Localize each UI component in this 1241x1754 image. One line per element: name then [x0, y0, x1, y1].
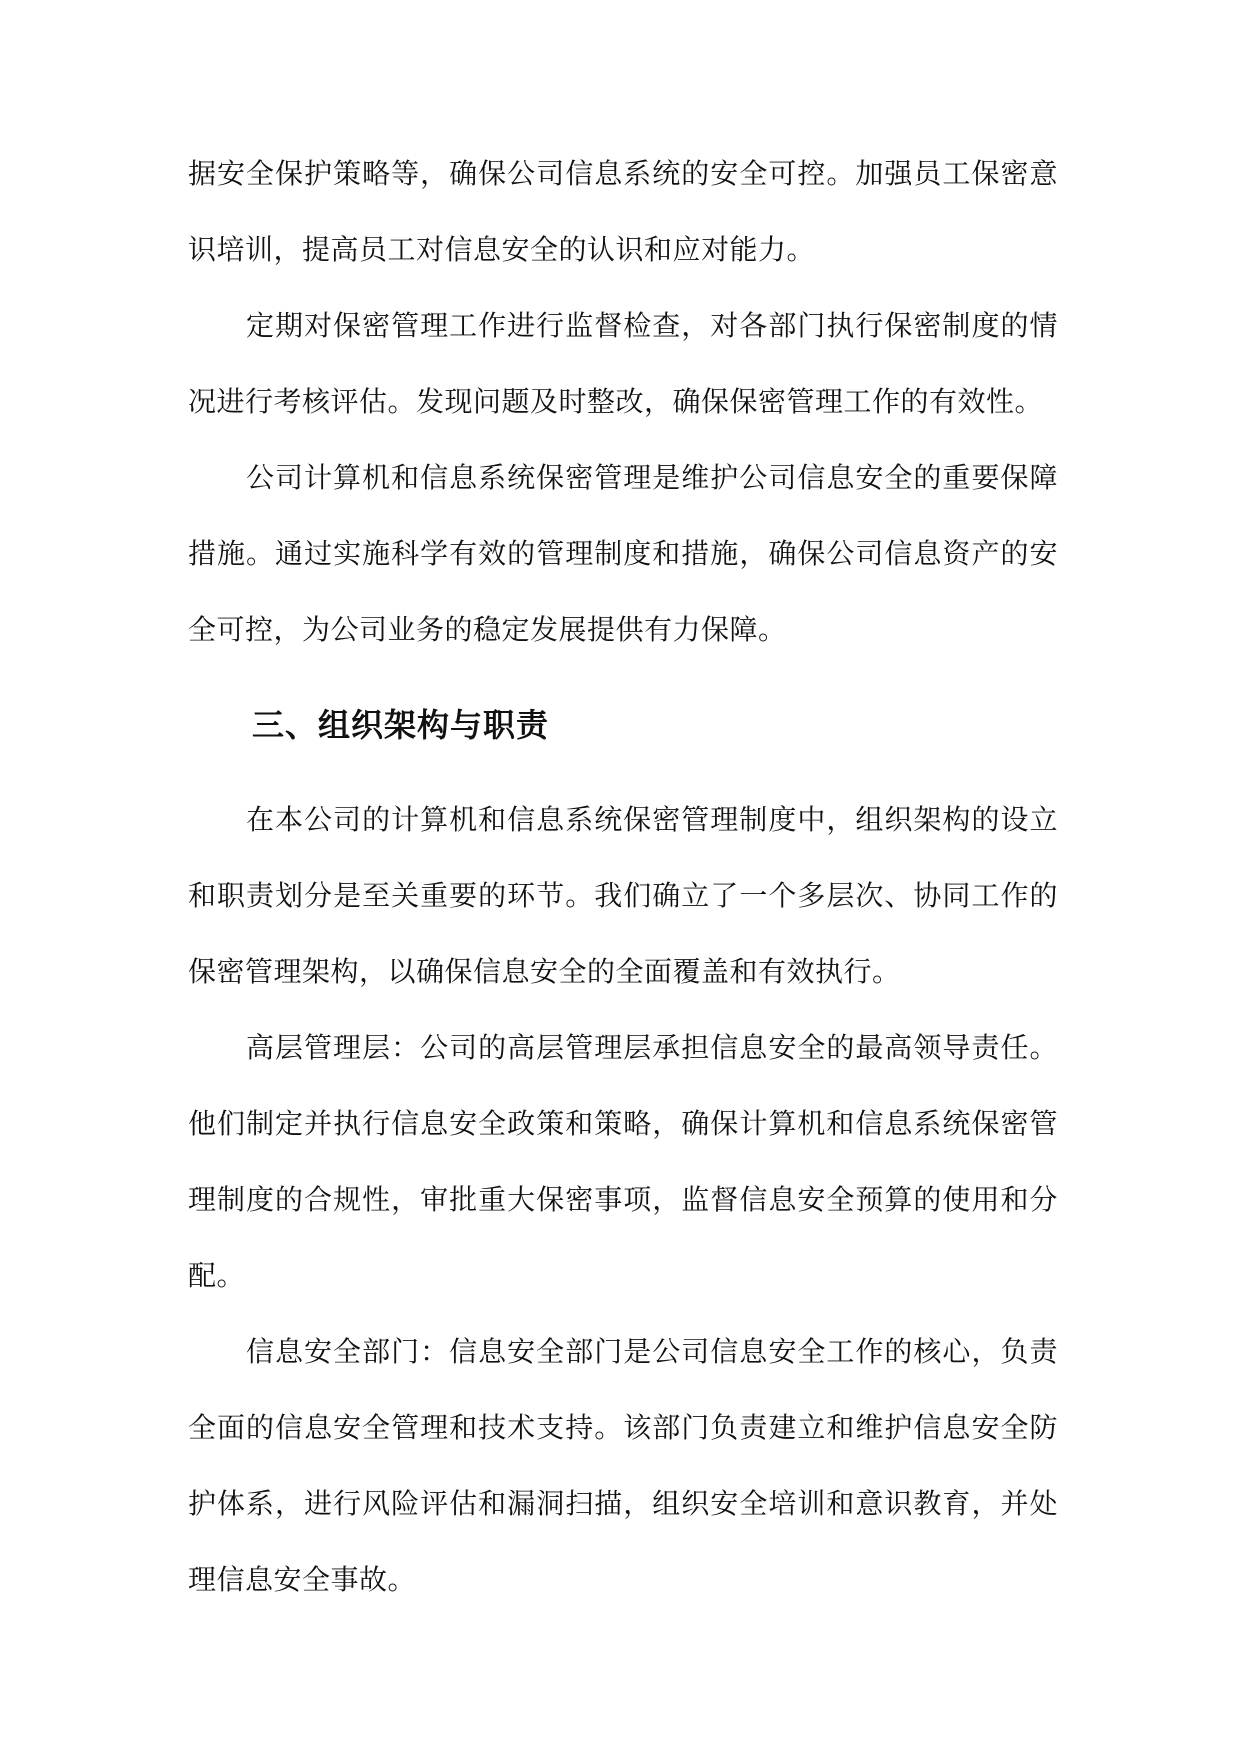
paragraph-summary: 公司计算机和信息系统保密管理是维护公司信息安全的重要保障措施。通过实施科学有效的管理制度和措施，确保公司信息资产的安全可控，为公司业务的稳定发展提供有力保障。 — [188, 461, 1058, 646]
paragraph-continuation: 据安全保护策略等，确保公司信息系统的安全可控。加强员工保密意识培训，提高员工对信息安全的认识和应对能力。 — [188, 157, 1058, 266]
paragraph-infosec-department: 信息安全部门：信息安全部门是公司信息安全工作的核心，负责全面的信息安全管理和技术支持。该部门负责建立和维护信息安全防护体系，进行风险评估和漏洞扫描，组织安全培训和意识教育，并处理信息安全事故。 — [188, 1335, 1058, 1596]
document-body — [188, 136, 1058, 1618]
section-heading: 三、组织架构与职责 — [252, 706, 550, 744]
paragraph-supervision: 定期对保密管理工作进行监督检查，对各部门执行保密制度的情况进行考核评估。发现问题及时整改，确保保密管理工作的有效性。 — [188, 309, 1058, 418]
paragraph-senior-management: 高层管理层：公司的高层管理层承担信息安全的最高领导责任。他们制定并执行信息安全政策和策略，确保计算机和信息系统保密管理制度的合规性，审批重大保密事项，监督信息安全预算的使用和分配。 — [188, 1031, 1058, 1292]
paragraph-org-intro: 在本公司的计算机和信息系统保密管理制度中，组织架构的设立和职责划分是至关重要的环节。我们确立了一个多层次、协同工作的保密管理架构，以确保信息安全的全面覆盖和有效执行。 — [188, 803, 1058, 988]
